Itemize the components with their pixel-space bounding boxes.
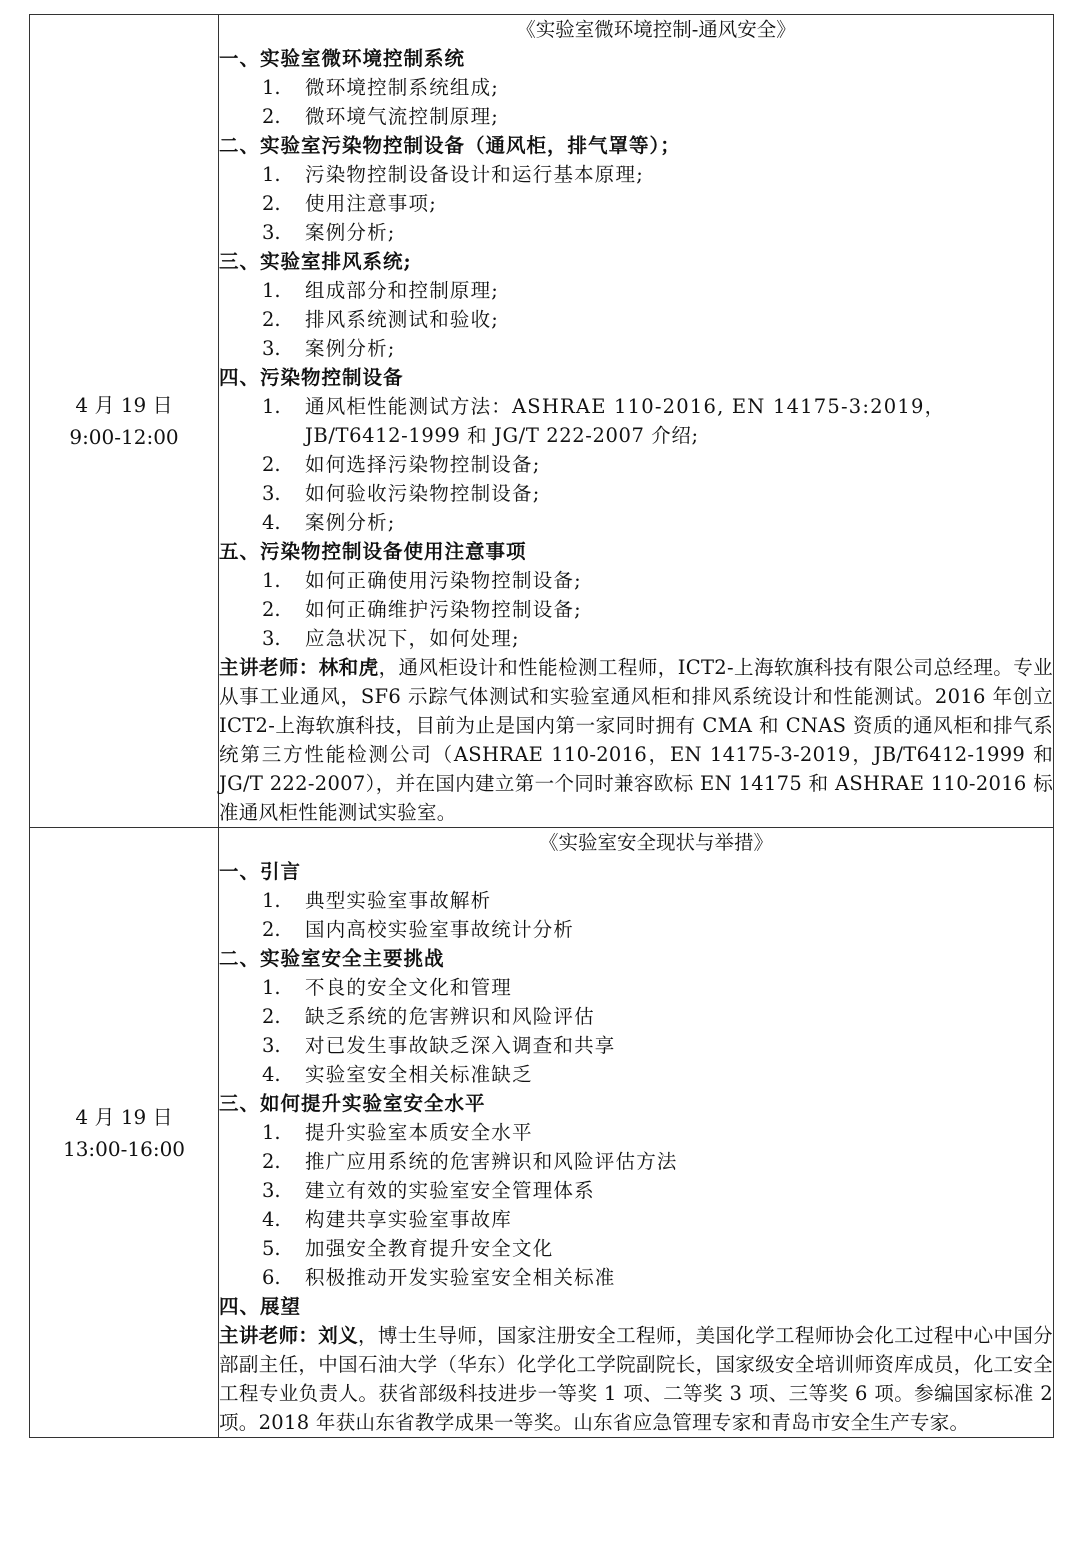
schedule-table <box>29 14 1054 1438</box>
item-number: 3. <box>262 1034 281 1057</box>
item-number: 1. <box>262 1121 281 1144</box>
item-text: 不良的安全文化和管理 <box>305 976 513 999</box>
section-heading: 四、展望 <box>219 1295 302 1318</box>
item-text: 缺乏系统的危害辨识和风险评估 <box>305 1005 595 1028</box>
item-number: 1. <box>262 76 281 99</box>
item-text: 构建共享实验室事故库 <box>305 1208 513 1231</box>
list-item <box>219 1205 1053 1234</box>
item-number: 2. <box>262 598 281 621</box>
item-number: 2. <box>262 453 281 476</box>
item-text: 案例分析; <box>305 337 396 360</box>
list-item <box>219 1234 1053 1263</box>
item-number: 1. <box>262 279 281 302</box>
item-number: 3. <box>262 627 281 650</box>
time-cell <box>30 15 219 828</box>
item-number: 3. <box>262 221 281 244</box>
list-item <box>219 102 1053 131</box>
item-number: 2. <box>262 105 281 128</box>
item-text: 推广应用系统的危害辨识和风险评估方法 <box>305 1150 678 1173</box>
schedule-row <box>30 15 1054 828</box>
course-title: 《实验室安全现状与举措》 <box>538 831 773 854</box>
item-text: 通风柜性能测试方法：ASHRAE 110-2016, EN 14175-3:2019， <box>305 395 946 418</box>
lecturer-bio <box>219 1321 1053 1437</box>
section-heading: 五、污染物控制设备使用注意事项 <box>219 540 527 563</box>
schedule-row <box>30 828 1054 1438</box>
item-text: 污染物控制设备设计和运行基本原理; <box>305 163 644 186</box>
lecturer-bio <box>219 653 1053 827</box>
list-item <box>219 624 1053 653</box>
list-item <box>219 1031 1053 1060</box>
list-item <box>219 1147 1053 1176</box>
lecturer-description: ，博士生导师，国家注册安全工程师，美国化学工程师协会化工过程中心中国分部副主任，中国石油大学（华东）化学化工学院副院长，国家级安全培训师资库成员，化工安全工程专业负责人。获省部级科技进步一等奖 1 项、二等奖 3 项、三等奖 6 项。参编国家标准 2 项。2018 年获山东省教学成果一等奖。山东省应急管理专家和青岛市安全生产专家。 <box>219 1324 1053 1434</box>
schedule-body <box>30 15 1054 1438</box>
session-time: 13:00-16:00 <box>62 1136 186 1161</box>
item-text: 建立有效的实验室安全管理体系 <box>305 1179 595 1202</box>
item-number: 2. <box>262 192 281 215</box>
item-number: 4. <box>262 511 281 534</box>
list-item <box>219 566 1053 595</box>
list-item <box>219 1002 1053 1031</box>
item-number: 1. <box>262 976 281 999</box>
list-item <box>219 276 1053 305</box>
list-item <box>219 1263 1053 1292</box>
item-text: 加强安全教育提升安全文化 <box>305 1237 554 1260</box>
item-text: 对已发生事故缺乏深入调查和共享 <box>305 1034 616 1057</box>
item-number: 2. <box>262 1150 281 1173</box>
item-text: 使用注意事项; <box>305 192 437 215</box>
section-heading: 四、污染物控制设备 <box>219 366 404 389</box>
item-text: 典型实验室事故解析 <box>305 889 492 912</box>
item-number: 4. <box>262 1208 281 1231</box>
item-text: 案例分析; <box>305 511 396 534</box>
content-cell <box>219 828 1054 1438</box>
lecturer-label: 主讲老师：林和虎 <box>219 656 379 679</box>
item-text: 实验室安全相关标准缺乏 <box>305 1063 533 1086</box>
item-text: 积极推动开发实验室安全相关标准 <box>305 1266 616 1289</box>
list-item <box>219 973 1053 1002</box>
item-number: 1. <box>262 395 281 418</box>
list-item <box>219 1176 1053 1205</box>
lecturer-description: ，通风柜设计和性能检测工程师，ICT2-上海软旗科技有限公司总经理。专业从事工业通风，SF6 示踪气体测试和实验室通风柜和排风系统设计和性能测试。2016 年创立 ICT2-上海软旗科技，目前为止是国内第一家同时拥有 CMA 和 CNAS 资质的通风柜和排气系统第三方性能检测公司（ASHRAE 110-2016，EN 14175-3-2019，JB/T6412-1999 和 JG/T 222-2007），并在国内建立第一个同时兼容欧标 EN 14175 和 ASHRAE 110-2016 标准通风柜性能测试实验室。 <box>219 656 1053 824</box>
list-item <box>219 508 1053 537</box>
item-text: 如何正确维护污染物控制设备; <box>305 598 582 621</box>
item-number: 5. <box>262 1237 281 1260</box>
course-title: 《实验室微环境控制-通风安全》 <box>516 18 796 41</box>
section-heading: 三、实验室排风系统; <box>219 250 412 273</box>
item-text: 案例分析; <box>305 221 396 244</box>
content-cell <box>219 15 1054 828</box>
section-heading: 二、实验室污染物控制设备（通风柜，排气罩等）； <box>219 134 681 157</box>
list-item <box>219 73 1053 102</box>
item-number: 2. <box>262 918 281 941</box>
item-number: 2. <box>262 308 281 331</box>
session-date: 4 月 19 日 <box>75 1104 173 1129</box>
item-number: 3. <box>262 337 281 360</box>
item-number: 2. <box>262 1005 281 1028</box>
list-item <box>219 450 1053 479</box>
list-item <box>219 886 1053 915</box>
item-number: 4. <box>262 1063 281 1086</box>
list-item <box>219 160 1053 189</box>
item-text: 如何选择污染物控制设备; <box>305 453 541 476</box>
item-number: 3. <box>262 1179 281 1202</box>
item-text: 排风系统测试和验收; <box>305 308 500 331</box>
item-text: 微环境气流控制原理; <box>305 105 500 128</box>
item-number: 6. <box>262 1266 281 1289</box>
session-time: 9:00-12:00 <box>69 425 179 449</box>
item-text-continued: JB/T6412-1999 和 JG/T 222-2007 介绍; <box>305 424 699 447</box>
list-item <box>219 334 1053 363</box>
item-text: 微环境控制系统组成; <box>305 76 500 99</box>
list-item <box>219 595 1053 624</box>
list-item <box>219 305 1053 334</box>
time-cell <box>30 828 219 1438</box>
list-item <box>219 189 1053 218</box>
lecturer-label: 主讲老师：刘义 <box>219 1324 359 1347</box>
item-text: 国内高校实验室事故统计分析 <box>305 918 575 941</box>
item-text: 如何正确使用污染物控制设备; <box>305 569 582 592</box>
list-item <box>219 1060 1053 1089</box>
list-item <box>219 1118 1053 1147</box>
list-item <box>219 479 1053 508</box>
item-number: 1. <box>262 569 281 592</box>
section-heading: 一、引言 <box>219 860 302 883</box>
item-number: 1. <box>262 889 281 912</box>
list-item <box>219 915 1053 944</box>
item-text: 提升实验室本质安全水平 <box>305 1121 533 1144</box>
item-text: 如何验收污染物控制设备; <box>305 482 541 505</box>
item-number: 1. <box>262 163 281 186</box>
item-text: 组成部分和控制原理; <box>305 279 500 302</box>
list-item <box>219 392 1053 421</box>
section-heading: 一、实验室微环境控制系统 <box>219 47 466 70</box>
item-text: 应急状况下，如何处理; <box>305 627 520 650</box>
section-heading: 二、实验室安全主要挑战 <box>219 947 445 970</box>
session-date: 4 月 19 日 <box>75 393 173 417</box>
item-number: 3. <box>262 482 281 505</box>
section-heading: 三、如何提升实验室安全水平 <box>219 1092 486 1115</box>
list-item <box>219 218 1053 247</box>
